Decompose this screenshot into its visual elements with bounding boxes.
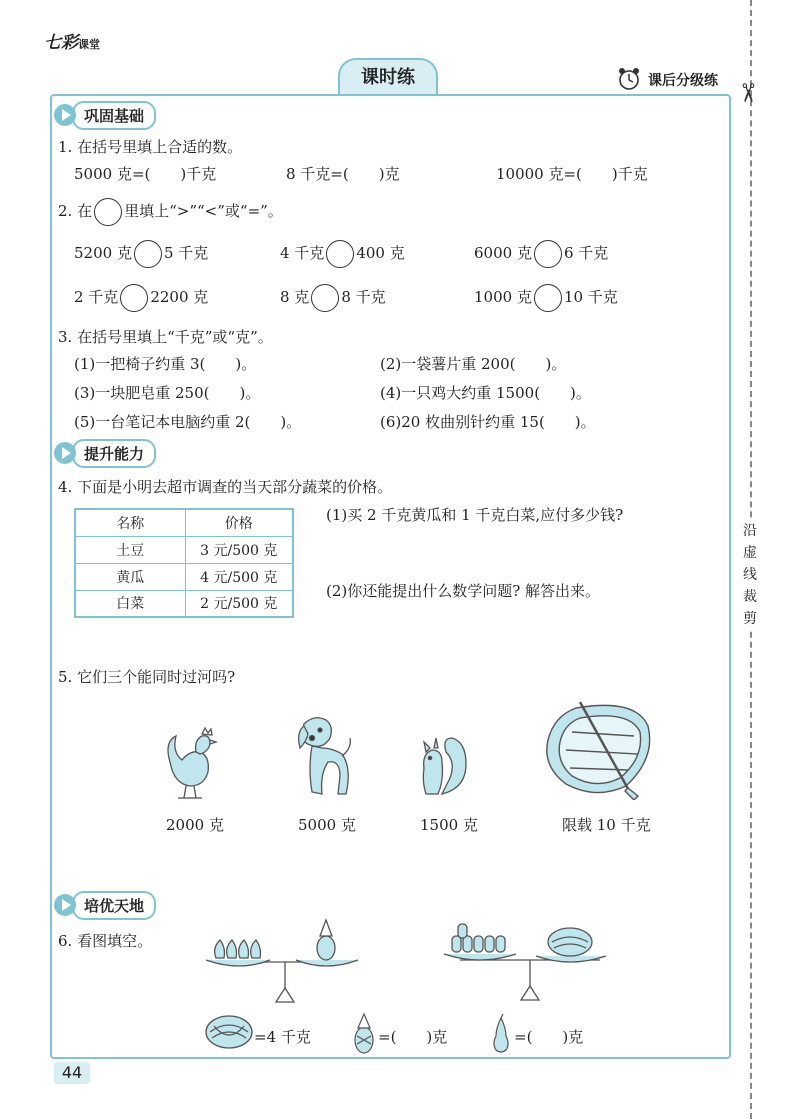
q2-item: 8 克 8 千克 <box>280 284 386 312</box>
answer-circle[interactable] <box>134 240 162 268</box>
q3-item: (5)一台笔记本电脑约重 2( )。 <box>74 413 302 431</box>
watermelon-icon <box>204 1014 254 1050</box>
table-cell: 4 元/500 克 <box>185 563 293 590</box>
equation-pineapple: =( )克 <box>378 1028 448 1046</box>
table-row <box>75 563 293 590</box>
balance-scale-icon <box>200 916 370 1006</box>
q4-sub1: (1)买 2 千克黄瓜和 1 千克白菜,应付多少钱? <box>326 506 624 524</box>
q2-item: 6000 克 6 千克 <box>474 240 608 268</box>
table-row <box>75 536 293 563</box>
equation-watermelon: =4 千克 <box>254 1028 311 1046</box>
section-header-ability: 提升能力 <box>54 440 156 466</box>
q3-title: 3. 在括号里填上“千克”或“克”。 <box>58 328 273 346</box>
table-row <box>75 590 293 617</box>
boat-icon <box>536 696 660 800</box>
table-row <box>75 509 293 536</box>
squirrel-weight: 1500 克 <box>420 816 478 834</box>
pear-icon <box>490 1014 512 1054</box>
q1-item: 8 千克=( )克 <box>286 165 400 183</box>
cut-label: 沿 虚 线 裁 剪 <box>740 520 760 630</box>
answer-circle[interactable] <box>120 284 148 312</box>
q3-item: (1)一把椅子约重 3( )。 <box>74 355 257 373</box>
answer-circle[interactable] <box>534 284 562 312</box>
table-header: 名称 <box>75 509 185 536</box>
dog-icon <box>290 712 356 802</box>
page-number: 44 <box>54 1062 90 1084</box>
answer-circle[interactable] <box>94 198 122 226</box>
alarm-clock-icon <box>616 66 642 92</box>
balance-scale-icon <box>440 914 620 1004</box>
table-cell: 2 元/500 克 <box>185 590 293 617</box>
subtitle: 课后分级练 <box>648 73 718 89</box>
play-icon <box>54 104 76 126</box>
q1-title: 1. 在括号里填上合适的数。 <box>58 138 243 156</box>
dog-weight: 5000 克 <box>298 816 356 834</box>
table-cell: 3 元/500 克 <box>185 536 293 563</box>
section-header-advanced: 培优天地 <box>54 892 156 918</box>
play-icon <box>54 894 76 916</box>
boat-limit: 限载 10 千克 <box>562 816 651 834</box>
table-cell: 黄瓜 <box>75 563 185 590</box>
q2-item: 4 千克 400 克 <box>280 240 405 268</box>
table-header: 价格 <box>185 509 293 536</box>
q3-item: (3)一块肥皂重 250( )。 <box>74 384 261 402</box>
q2-title: 2. 在 里填上“>”“<”或“=”。 <box>58 198 283 226</box>
play-icon <box>54 442 76 464</box>
table-cell: 白菜 <box>75 590 185 617</box>
q4-title: 4. 下面是小明去超市调查的当天部分蔬菜的价格。 <box>58 478 393 496</box>
q3-item: (2)一袋薯片重 200( )。 <box>380 355 567 373</box>
q3-item: (6)20 枚曲别针约重 15( )。 <box>380 413 596 431</box>
q1-item: 5000 克=( )千克 <box>74 165 217 183</box>
equation-pear: =( )克 <box>514 1028 584 1046</box>
price-table <box>74 508 294 618</box>
scissors-icon: ✂ <box>731 82 762 104</box>
q2-item: 2 千克 2200 克 <box>74 284 208 312</box>
page-title: 课时练 <box>338 58 438 94</box>
q4-sub2: (2)你还能提出什么数学问题? 解答出来。 <box>326 582 601 600</box>
q5-title: 5. 它们三个能同时过河吗? <box>58 668 236 686</box>
q2-item: 1000 克 10 千克 <box>474 284 618 312</box>
pineapple-icon <box>352 1012 376 1054</box>
answer-circle[interactable] <box>326 240 354 268</box>
table-cell: 土豆 <box>75 536 185 563</box>
rooster-weight: 2000 克 <box>166 816 224 834</box>
answer-circle[interactable] <box>534 240 562 268</box>
q3-item: (4)一只鸡大约重 1500( )。 <box>380 384 591 402</box>
rooster-icon <box>160 722 220 802</box>
answer-circle[interactable] <box>311 284 339 312</box>
q1-item: 10000 克=( )千克 <box>496 165 648 183</box>
q2-item: 5200 克 5 千克 <box>74 240 208 268</box>
squirrel-icon <box>412 728 470 800</box>
q6-title: 6. 看图填空。 <box>58 932 153 950</box>
section-header-basics: 巩固基础 <box>54 102 156 128</box>
brand-logo: 七彩课堂 <box>44 33 100 53</box>
